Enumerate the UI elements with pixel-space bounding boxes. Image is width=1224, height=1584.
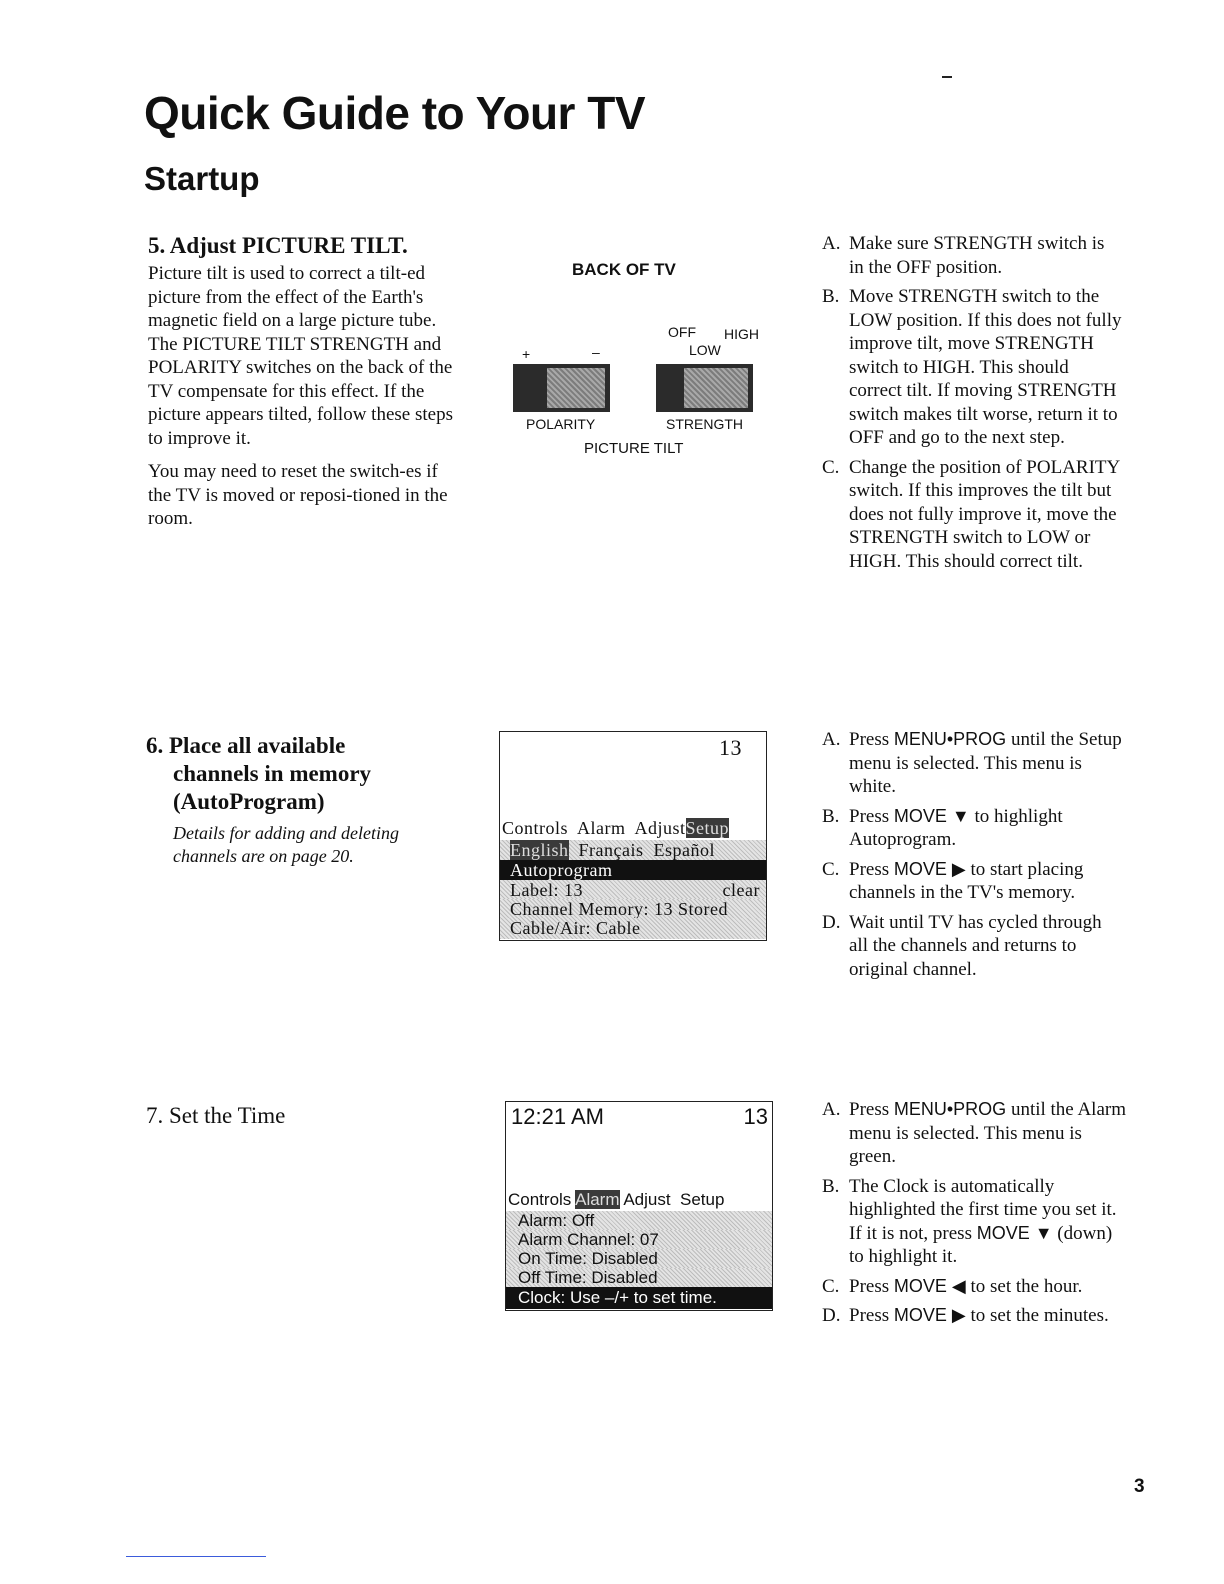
on-time-row: On Time: Disabled [506, 1249, 772, 1268]
back-of-tv-diagram [500, 250, 790, 470]
alarm-row: Alarm: Off [506, 1211, 772, 1230]
list-item: D. Wait until TV has cycled through all the channels and returns to original channel. [822, 911, 1102, 980]
channel-memory-row: Channel Memory: 13 Stored [500, 899, 766, 918]
cable-air-row: Cable/Air: Cable [500, 918, 766, 939]
step5-paragraph1: Picture tilt is used to correct a tilt-ed picture from the effect of the Earth's magnetic field on a large picture tube. The PICTURE TILT STRENGTH and POLARITY switches on the back of the TV compensate for this effect. If the picture appears tilted, follow these steps to improve it. [148, 263, 453, 449]
off-time-row: Off Time: Disabled [506, 1268, 772, 1287]
label-row [500, 880, 766, 899]
channel-number: 13 [743, 1104, 768, 1129]
page-title: Quick Guide to Your TV [144, 87, 646, 139]
list-item: A. Press MENU•PROG until the Setup menu is selected. This menu is white. [822, 729, 1122, 797]
step6-intro [146, 732, 466, 868]
corner-mark [942, 76, 952, 78]
list-item: D. Press MOVE ▶ to set the minutes. [822, 1305, 1109, 1326]
list-item: B. The Clock is automatically highlighted the first time you set it. If it is not, press MOVE ▼ (down) to highlight it. [822, 1175, 1117, 1267]
menu-alarm-selected: Alarm [575, 1190, 620, 1209]
list-item: B. Press MOVE ▼ to highlight Autoprogram. [822, 805, 1063, 850]
step5-paragraph2: You may need to reset the switch-es if the TV is moved or reposi-tioned in the room. [148, 461, 448, 529]
step6-note-line1: Details for adding and deleting [173, 823, 399, 843]
high-label: HIGH [724, 326, 759, 342]
off-label: OFF [668, 324, 696, 340]
plus-label: + [522, 346, 531, 362]
picture-tilt-caption: PICTURE TILT [584, 440, 684, 457]
strength-switch [656, 364, 753, 412]
language-row [500, 840, 766, 860]
list-item: A. Make sure STRENGTH switch is in the OFF position. [822, 233, 1105, 278]
polarity-switch [513, 364, 610, 412]
step6-instructions [822, 728, 1122, 987]
strength-label: STRENGTH [666, 416, 743, 432]
section-title: Startup [144, 160, 260, 197]
clear-label: clear [722, 880, 760, 899]
lang-espanol: Español [653, 840, 715, 860]
low-label: LOW [689, 342, 721, 358]
label-value: Label: 13 [510, 880, 583, 899]
polarity-label: POLARITY [526, 416, 596, 432]
footer-rule [126, 1556, 266, 1557]
step7-title: 7. Set the Time [146, 1103, 286, 1128]
step6-title-line2: channels in memory [173, 761, 372, 786]
step5-title: 5. Adjust PICTURE TILT. [148, 233, 408, 258]
list-item: B. Move STRENGTH switch to the LOW position. If this does not fully improve tilt, move STRENGTH switch to HIGH. This should correct tilt. If moving STRENGTH switch makes tilt worse, return it to OFF and go to the next step. [822, 286, 1122, 448]
menu-alarm: Alarm [577, 818, 626, 838]
step6-title-line3: (AutoProgram) [173, 789, 325, 814]
menu-setup-selected: Setup [685, 818, 730, 838]
channel-number: 13 [719, 735, 742, 760]
step6-note-line2: channels are on page 20. [173, 846, 354, 866]
lang-english: English [510, 840, 569, 860]
list-item: C. Change the position of POLARITY switch. If this improves the tilt but does not fully improve it, move the STRENGTH switch to LOW or HIGH. This should correct tilt. [822, 456, 1120, 572]
lang-francais: Français [578, 840, 644, 860]
time-display: 12:21 AM [511, 1104, 604, 1129]
menu-bar [506, 1190, 772, 1211]
step5-instructions [822, 232, 1122, 579]
clock-row: Clock: Use –/+ to set time. [506, 1287, 772, 1309]
diagram-heading: BACK OF TV [572, 260, 676, 279]
set-time-screen [505, 1101, 773, 1311]
menu-controls: Controls [508, 1190, 572, 1209]
list-item: C. Press MOVE ▶ to start placing channels in the TV's memory. [822, 858, 1084, 903]
autoprogram-screen [499, 731, 767, 941]
menu-adjust: Adjust [623, 1190, 671, 1209]
step7-instructions [822, 1098, 1126, 1334]
menu-controls: Controls [502, 818, 569, 838]
list-item: C. Press MOVE ◀ to set the hour. [822, 1275, 1083, 1297]
page-number: 3 [1134, 1476, 1145, 1497]
menu-setup: Setup [680, 1190, 725, 1209]
list-item: A. Press MENU•PROG until the Alarm menu is selected. This menu is green. [822, 1099, 1126, 1167]
menu-adjust: Adjust [634, 818, 686, 838]
step6-title-line1: 6. Place all available [146, 733, 346, 758]
step5-intro [148, 232, 458, 531]
menu-bar [500, 818, 766, 840]
minus-label: – [592, 344, 600, 360]
alarm-channel-row: Alarm Channel: 07 [506, 1230, 772, 1249]
autoprogram-row: Autoprogram [500, 860, 766, 880]
